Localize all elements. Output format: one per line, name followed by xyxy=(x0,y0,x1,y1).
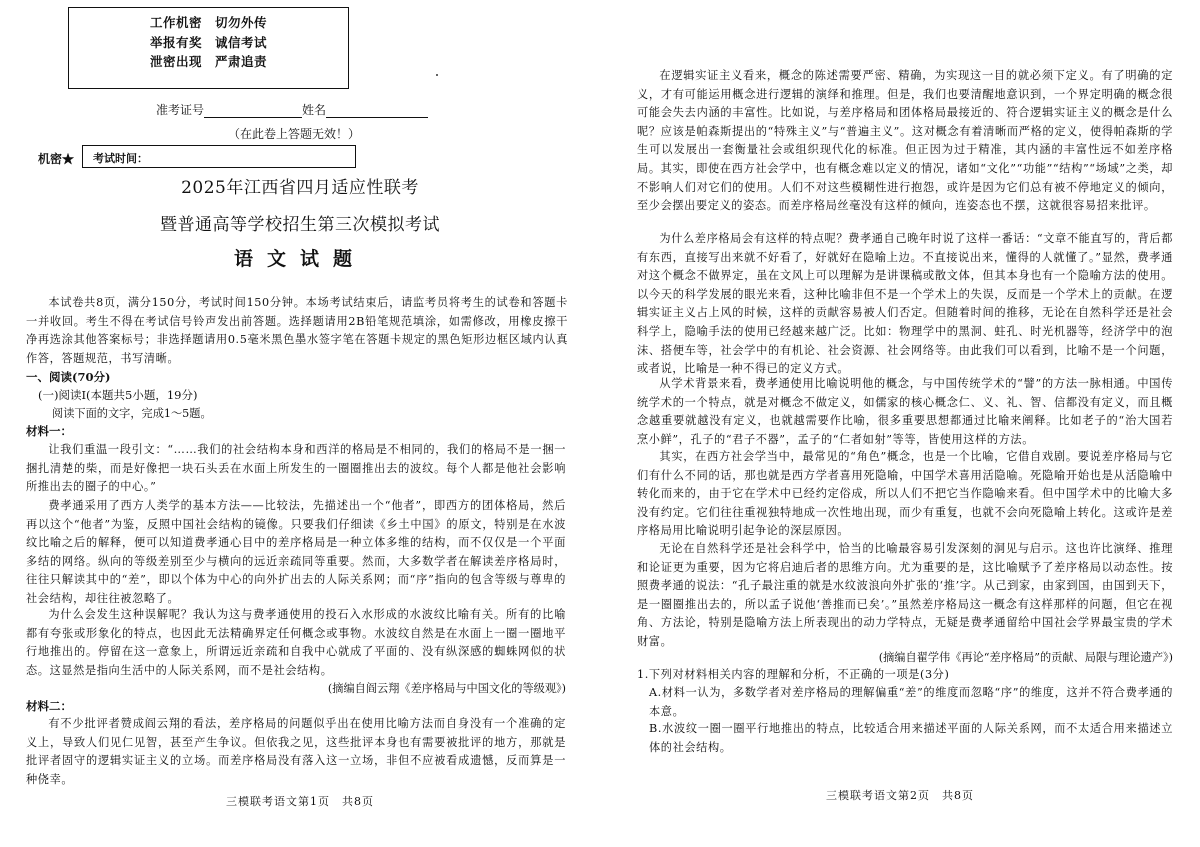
name-blank[interactable] xyxy=(326,105,428,118)
name-label: 姓名 xyxy=(302,103,327,117)
exam-title-line-2: 暨普通高等学校招生第三次模拟考试 xyxy=(160,215,440,235)
candidate-no-label: 准考证号 xyxy=(156,103,205,117)
material-1-para-2: 费孝通采用了西方人类学的基本方法——比较法，先描述出一个“他者”，即西方的团体格局，然后再以这个“他者”为鉴，反照中国社会结构的镜像。只要我们仔细读《乡土中国》的原文，特别是在水波纹比喻之后的解释，便可以知道费孝通心目中的差序格局是一种立体多维的结构，而不仅仅是一个平面多结的网络。纵向的等级差别至少与横向的远近亲疏同等重要。然而，大多数学者在解读差序格局时，往往只解读其中的“差”，即以个体为中心的向外扩出去的人际关系网；而“序”指向的包含等级与尊卑的社会结构，却往往被忽略了。 xyxy=(26,499,566,605)
candidate-no-blank[interactable] xyxy=(204,105,302,118)
invalid-note: （在此卷上答题无效！） xyxy=(228,127,361,141)
exam-time-label: 考试时间： xyxy=(93,152,148,165)
material-1-label: 材料一： xyxy=(26,424,72,438)
material-2-para-5: 其实，在西方社会学当中，最常见的“角色”概念，也是一个比喻，它借自戏剧。要说差序格局与它们有什么不同的话，那也就是西方学者喜用死隐喻，中国学术喜用活隐喻。死隐喻开始也是从活隐喻中转化而来的，由于它在学术中已经约定俗成，所以人们不把它当作隐喻来看。但中国学术中的比喻大多没有约定。它们往往重视独特地成一次性地出现，而少有重复，也就不会向死隐喻上转化。这或许是差序格局用比喻说明引起争论的深层原因。 xyxy=(637,450,1173,538)
section-heading: 一、阅读(70分) xyxy=(26,370,111,384)
question-1-option-b[interactable]: B.水波纹一圈一圈平行地推出的特点，比较适合用来描述平面的人际关系网，而不太适合用来描述立体的社会结构。 xyxy=(649,722,1173,754)
reading-prompt: 阅读下面的文字，完成1～5题。 xyxy=(52,407,212,420)
notice-line-2: 举报有奖 诚信考试 xyxy=(150,35,268,50)
material-2-para-1: 有不少批评者赞成阎云翔的看法，差序格局的问题似乎出在使用比喻方法而自身没有一个准确的定义上，导致人们见仁见智，甚至产生争议。但依我之见，这些批评本身也有需要被批评的地方，那就是批评者固守的逻辑实证主义的立场。而差序格局没有落入这一立场，非但不应被看成遗憾，反而算是一种侥幸。 xyxy=(26,717,566,786)
secret-label: 机密★ xyxy=(38,152,75,166)
page-2 xyxy=(600,0,1200,847)
subsection-heading: (一)阅读Ⅰ(本题共5小题，19分) xyxy=(38,388,198,402)
question-1-option-a[interactable]: A.材料一认为，多数学者对差序格局的理解偏重“差”的维度而忽略“序”的维度，这并不符合费孝通的本意。 xyxy=(649,686,1173,718)
material-2-source: (摘编自翟学伟《再论“差序格局”的贡献、局限与理论遗产》) xyxy=(878,651,1173,664)
material-2-para-3: 为什么差序格局会有这样的特点呢？费孝通自己晚年时说了这样一番话：“文章不能直写的，背后都有东西，直接写出来就不好看了，好就好在隐喻上边。不直接说出来，懂得的人就懂了。”显然，费孝通对这个概念不做界定，虽在文风上可以理解为是讲课稿或散文体，但其本身也有一个隐喻方法的使用。以今天的科学发展的眼光来看，这种比喻非但不是一个学术上的失误，反而是一个学术上的贡献。在逻辑实证主义占上风的时候，这样的贡献容易被人们否定。但随着时间的推移，无论在自然科学还是社会科学上，隐喻手法的使用已经越来越广泛。比如：物理学中的黑洞、蛀孔、时光机器等，经济学中的泡沫、搭便车等，社会学中的有机论、社会资源、社会网络等。由此我们可以看到，比喻不是一个问题，或者说，比喻是一种不得已的定义方式。 xyxy=(637,232,1173,376)
material-2-para-2: 在逻辑实证主义看来，概念的陈述需要严密、精确，为实现这一目的就必须下定义。有了明确的定义，才有可能运用概念进行逻辑的演绎和推理。但是，我们也要清醒地意识到，一个界定明确的概念很可能会失去内涵的丰富性。比如说，与差序格局和团体格局最接近的、符合逻辑实证主义的概念是什么呢？应该是帕森斯提出的“特殊主义”与“普遍主义”。这对概念有着清晰而严格的定义，使得帕森斯的学生可以发展出一套衡量社会或组织现代化的标准。但正因为过于精准，其内涵的丰富性远不如差序格局。其实，即使在西方社会学中，也有概念难以定义的情况，诸如“文化”“功能”“结构”“场域”之类，却不影响人们对它们的使用。人们不对这些模糊性进行抱怨，或许是因为它们总有被不停地定义的倾向，至少会摆出要定义的姿态。而差序格局丝毫没有这样的倾向，连姿态也不摆，这就很容易招来批评。 xyxy=(637,69,1173,213)
instructions: 本试卷共8页，满分150分，考试时间150分钟。本场考试结束后，请监考员将考生的试卷和答题卡一并收回。考生不得在考试信号铃声发出前答题。选择题请用2B铅笔规范填涂，如需修改，用橡皮擦干净再选涂其他答案标号；非选择题请用0.5毫米黑色墨水签字笔在答题卡规定的黑色矩形边框区域内认真作答，答题规范，书写清晰。 xyxy=(26,296,568,365)
notice-line-3: 泄密出现 严肃追责 xyxy=(150,54,268,69)
material-1-para-3: 为什么会发生这种误解呢？我认为这与费孝通使用的投石入水形成的水波纹比喻有关。所有的比喻都有夸张或形象化的特点，也因此无法精确界定任何概念或事物。水波纹自然是在水面上一圈一圈地平行地推出的。停留在这一意象上，所谓远近亲疏和自我中心就成了平面的、没有纵深感的蜘蛛网似的状态。这显然是指向生活中的人际关系网，而不是社会结构。 xyxy=(26,608,566,677)
notice-line-1: 工作机密 切勿外传 xyxy=(150,15,268,30)
material-1-source: (摘编自阎云翔《差序格局与中国文化的等级观》) xyxy=(327,682,566,695)
stray-dot xyxy=(436,74,438,76)
question-1: 1.下列对材料相关内容的理解和分析，不正确的一项是(3分) xyxy=(637,668,950,681)
page-1-footer: 三模联考语文第1页 共8页 xyxy=(226,795,374,808)
page-2-footer: 三模联考语文第2页 共8页 xyxy=(826,789,974,802)
material-1-para-1: 让我们重温一段引文：“……我们的社会结构本身和西洋的格局是不相同的，我们的格局不是一捆一捆扎清楚的柴，而是好像把一块石头丢在水面上所发生的一圈圈推出去的波纹。每个人都是他社会影响所推出去的圈子的中心。” xyxy=(26,443,566,494)
candidate-info-line xyxy=(156,101,428,118)
subject-title: 语文试题 xyxy=(233,248,366,270)
exam-title-line-1: 2025年江西省四月适应性联考 xyxy=(181,178,419,198)
material-2-label: 材料二： xyxy=(26,699,72,713)
material-2-para-4: 从学术背景来看，费孝通使用比喻说明他的概念，与中国传统学术的“譬”的方法一脉相通。中国传统学术的一个特点，就是对概念不做定义，如儒家的核心概念仁、义、礼、智、信都没有定义，而且概念越重要就越没有定义，也就越需要作比喻，很多重要思想都通过比喻来阐释。比如老子的“治大国若烹小鲜”，孔子的“君子不器”，孟子的“仁者如射”等等，皆使用这样的方法。 xyxy=(637,377,1173,446)
material-2-para-6: 无论在自然科学还是社会科学中，恰当的比喻最容易引发深刻的洞见与启示。这也许比演绎、推理和论证更为重要，因为它将启迪后者的思维方向。尤为重要的是，这比喻赋予了差序格局以动态性。按照费孝通的说法：“孔子最注重的就是水纹波浪向外扩张的‘推’字。从己到家，由家到国，由国到天下，是一圈圈推出去的，所以孟子说他‘善推而已矣’。”虽然差序格局这一概念有这样那样的问题，但它在视角、方法论，特别是隐喻方法上所表现出的动力学特点，无疑是费孝通留给中国社会学界最宝贵的学术财富。 xyxy=(637,542,1173,648)
